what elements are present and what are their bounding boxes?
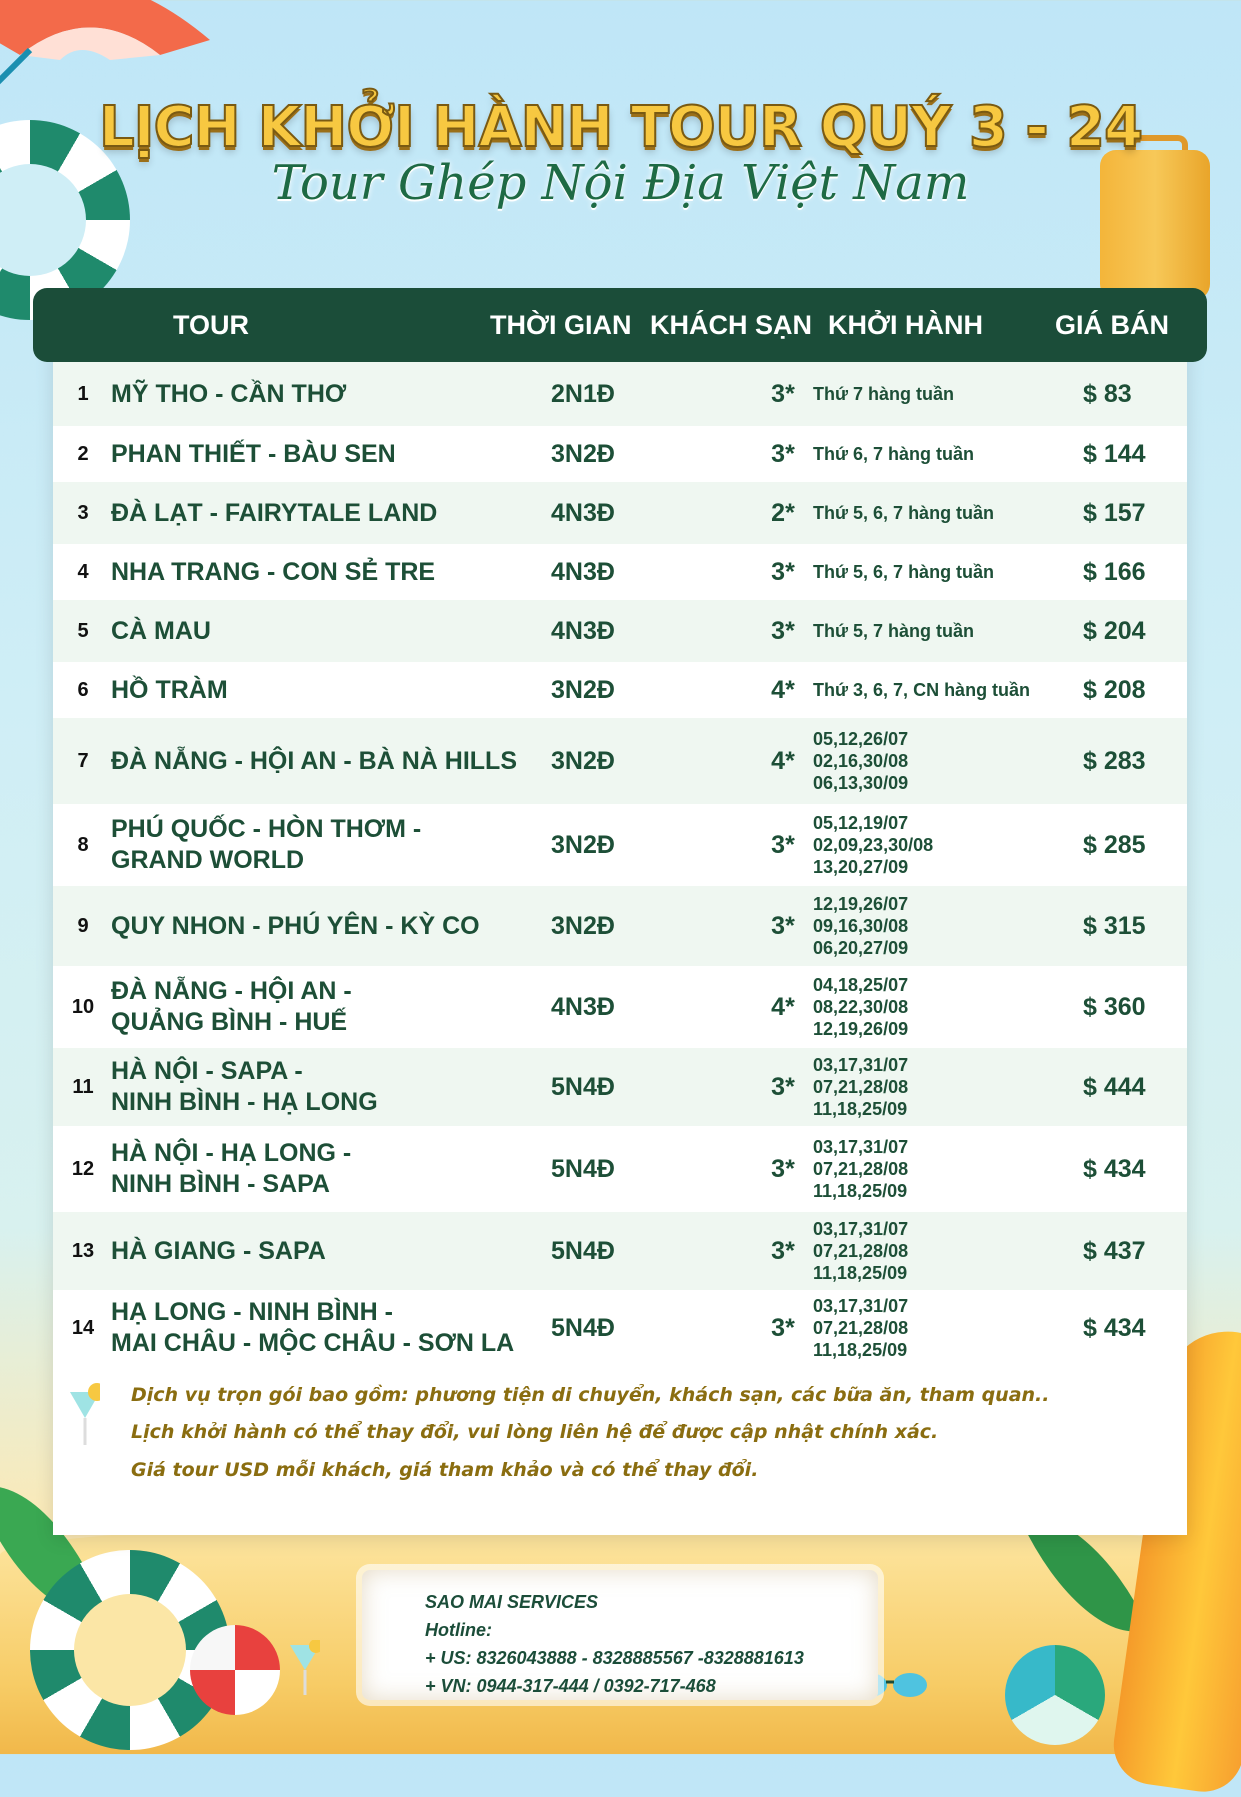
beach-umbrella-icon <box>0 0 220 100</box>
tour-price: $ 315 <box>1083 911 1146 940</box>
hotel-rating: 2* <box>771 498 795 527</box>
hotel-rating: 3* <box>771 1072 795 1101</box>
hotel-rating: 4* <box>771 675 795 704</box>
note-schedule: Lịch khởi hành có thể thay đổi, vui lòng liên hệ để được cập nhật chính xác. <box>131 1421 939 1443</box>
row-number: 10 <box>71 995 95 1018</box>
cocktail-icon <box>70 1380 100 1450</box>
table-row <box>53 1048 1187 1126</box>
tour-name: HỒ TRÀM <box>111 675 228 704</box>
tour-price: $ 144 <box>1083 439 1146 468</box>
table-row <box>53 1126 1187 1212</box>
tour-price: $ 285 <box>1083 830 1146 859</box>
departure-dates: 12,19,26/07 09,16,30/08 06,20,27/09 <box>813 894 909 958</box>
hotel-rating: 4* <box>771 746 795 775</box>
tour-name: HẠ LONG - NINH BÌNH - MAI CHÂU - MỘC CHÂU - SƠN LA <box>111 1298 515 1357</box>
page-subtitle: Tour Ghép Nội Địa Việt Nam <box>271 155 970 211</box>
header-time: THỜI GIAN <box>490 310 632 340</box>
departure-dates: Thứ 3, 6, 7, CN hàng tuần <box>813 680 1031 700</box>
hotel-rating: 3* <box>771 911 795 940</box>
hotline-label: Hotline: <box>425 1620 492 1640</box>
tour-price: $ 283 <box>1083 746 1146 775</box>
tour-duration: 4N3Đ <box>551 498 615 527</box>
row-number: 2 <box>77 442 89 465</box>
departure-dates: 03,17,31/07 07,21,28/08 11,18,25/09 <box>813 1219 909 1283</box>
tour-name: HÀ NỘI - HẠ LONG - NINH BÌNH - SAPA <box>111 1139 352 1198</box>
tour-name: ĐÀ NẴNG - HỘI AN - BÀ NÀ HILLS <box>111 746 517 775</box>
beach-ball-icon <box>190 1625 280 1715</box>
hotel-rating: 3* <box>771 616 795 645</box>
table-row <box>53 362 1187 426</box>
tour-duration: 3N2Đ <box>551 439 615 468</box>
departure-dates: Thứ 5, 6, 7 hàng tuần <box>813 503 995 523</box>
hotel-rating: 3* <box>771 1236 795 1265</box>
row-number: 8 <box>77 833 89 856</box>
tour-duration: 4N3Đ <box>551 992 615 1021</box>
header-departure: KHỞI HÀNH <box>828 310 984 340</box>
tour-duration: 4N3Đ <box>551 616 615 645</box>
tour-price: $ 437 <box>1083 1236 1146 1265</box>
row-number: 12 <box>71 1157 95 1180</box>
row-number: 13 <box>71 1239 95 1262</box>
hotel-rating: 4* <box>771 992 795 1021</box>
tour-duration: 3N2Đ <box>551 746 615 775</box>
table-row <box>53 1212 1187 1290</box>
tour-name: HÀ GIANG - SAPA <box>111 1236 326 1265</box>
hotel-rating: 3* <box>771 557 795 586</box>
tour-name: MỸ THO - CẦN THƠ <box>111 379 347 408</box>
table-row <box>53 1290 1187 1366</box>
tour-duration: 3N2Đ <box>551 911 615 940</box>
tour-name: HÀ NỘI - SAPA - NINH BÌNH - HẠ LONG <box>111 1057 378 1116</box>
hotel-rating: 3* <box>771 439 795 468</box>
departure-dates: 03,17,31/07 07,21,28/08 11,18,25/09 <box>813 1296 909 1360</box>
tour-name: CÀ MAU <box>111 616 211 645</box>
departure-dates: 05,12,26/07 02,16,30/08 06,13,30/09 <box>813 729 909 793</box>
tour-name: PHÚ QUỐC - HÒN THƠM - GRAND WORLD <box>111 815 422 874</box>
row-number: 4 <box>77 560 89 583</box>
departure-dates: 03,17,31/07 07,21,28/08 11,18,25/09 <box>813 1137 909 1201</box>
tour-price: $ 434 <box>1083 1313 1146 1342</box>
tour-duration: 3N2Đ <box>551 675 615 704</box>
header-price: GIÁ BÁN <box>1055 310 1169 340</box>
header-hotel: KHÁCH SẠN <box>650 310 812 340</box>
table-row <box>53 662 1187 718</box>
row-number: 1 <box>77 382 89 405</box>
tour-duration: 5N4Đ <box>551 1236 615 1265</box>
tour-name: ĐÀ LẠT - FAIRYTALE LAND <box>111 498 438 527</box>
tour-price: $ 166 <box>1083 557 1146 586</box>
departure-dates: 04,18,25/07 08,22,30/08 12,19,26/09 <box>813 975 909 1039</box>
note-package: Dịch vụ trọn gói bao gồm: phương tiện di chuyển, khách sạn, các bữa ăn, tham quan.. <box>131 1384 1050 1406</box>
row-number: 7 <box>77 749 89 772</box>
tour-price: $ 83 <box>1083 379 1132 408</box>
row-number: 9 <box>77 914 89 937</box>
table-row <box>53 482 1187 544</box>
tour-price: $ 434 <box>1083 1154 1146 1183</box>
tour-name: NHA TRANG - CON SẺ TRE <box>111 557 436 586</box>
tour-duration: 5N4Đ <box>551 1072 615 1101</box>
table-row <box>53 600 1187 662</box>
row-number: 11 <box>72 1075 94 1098</box>
tour-name: QUY NHON - PHÚ YÊN - KỲ CO <box>111 911 480 940</box>
departure-dates: Thứ 5, 6, 7 hàng tuần <box>813 562 995 582</box>
tour-price: $ 204 <box>1083 616 1146 645</box>
departure-dates: 03,17,31/07 07,21,28/08 11,18,25/09 <box>813 1055 909 1119</box>
hotel-rating: 3* <box>771 1313 795 1342</box>
table-row <box>53 426 1187 482</box>
table-row <box>53 804 1187 886</box>
tour-duration: 5N4Đ <box>551 1313 615 1342</box>
tour-duration: 5N4Đ <box>551 1154 615 1183</box>
table-row <box>53 544 1187 600</box>
departure-dates: Thứ 5, 7 hàng tuần <box>813 621 975 641</box>
row-number: 3 <box>77 501 89 524</box>
company-name: SAO MAI SERVICES <box>425 1592 599 1612</box>
page-title: LỊCH KHỞI HÀNH TOUR QUÝ 3 - 24 <box>98 95 1143 160</box>
table-row <box>53 966 1187 1048</box>
departure-dates: Thứ 6, 7 hàng tuần <box>813 444 975 464</box>
note-price: Giá tour USD mỗi khách, giá tham khảo và có thể thay đổi. <box>131 1459 759 1481</box>
header-tour: TOUR <box>173 310 250 340</box>
tour-price: $ 360 <box>1083 992 1146 1021</box>
tour-name: PHAN THIẾT - BÀU SEN <box>111 439 396 468</box>
hotline-vn: + VN: 0944-317-444 / 0392-717-468 <box>425 1676 716 1696</box>
hotel-rating: 3* <box>771 830 795 859</box>
tour-duration: 4N3Đ <box>551 557 615 586</box>
table-header <box>33 288 1207 362</box>
tour-duration: 2N1Đ <box>551 379 615 408</box>
cocktail-icon <box>290 1640 320 1700</box>
row-number: 5 <box>77 619 89 642</box>
tour-price: $ 157 <box>1083 498 1146 527</box>
hotel-rating: 3* <box>771 379 795 408</box>
hotline-us: + US: 8326043888 - 8328885567 -8328881613 <box>425 1648 804 1668</box>
departure-dates: 05,12,19/07 02,09,23,30/08 13,20,27/09 <box>813 813 934 877</box>
row-number: 6 <box>77 678 89 701</box>
table-row <box>53 718 1187 804</box>
tour-price: $ 208 <box>1083 675 1146 704</box>
row-number: 14 <box>71 1316 95 1339</box>
departure-dates: Thứ 7 hàng tuần <box>813 384 955 404</box>
hotel-rating: 3* <box>771 1154 795 1183</box>
tour-name: ĐÀ NẴNG - HỘI AN - QUẢNG BÌNH - HUẾ <box>111 977 352 1036</box>
tour-duration: 3N2Đ <box>551 830 615 859</box>
beach-ball-icon <box>1005 1645 1105 1745</box>
tour-price: $ 444 <box>1083 1072 1146 1101</box>
table-row <box>53 886 1187 966</box>
